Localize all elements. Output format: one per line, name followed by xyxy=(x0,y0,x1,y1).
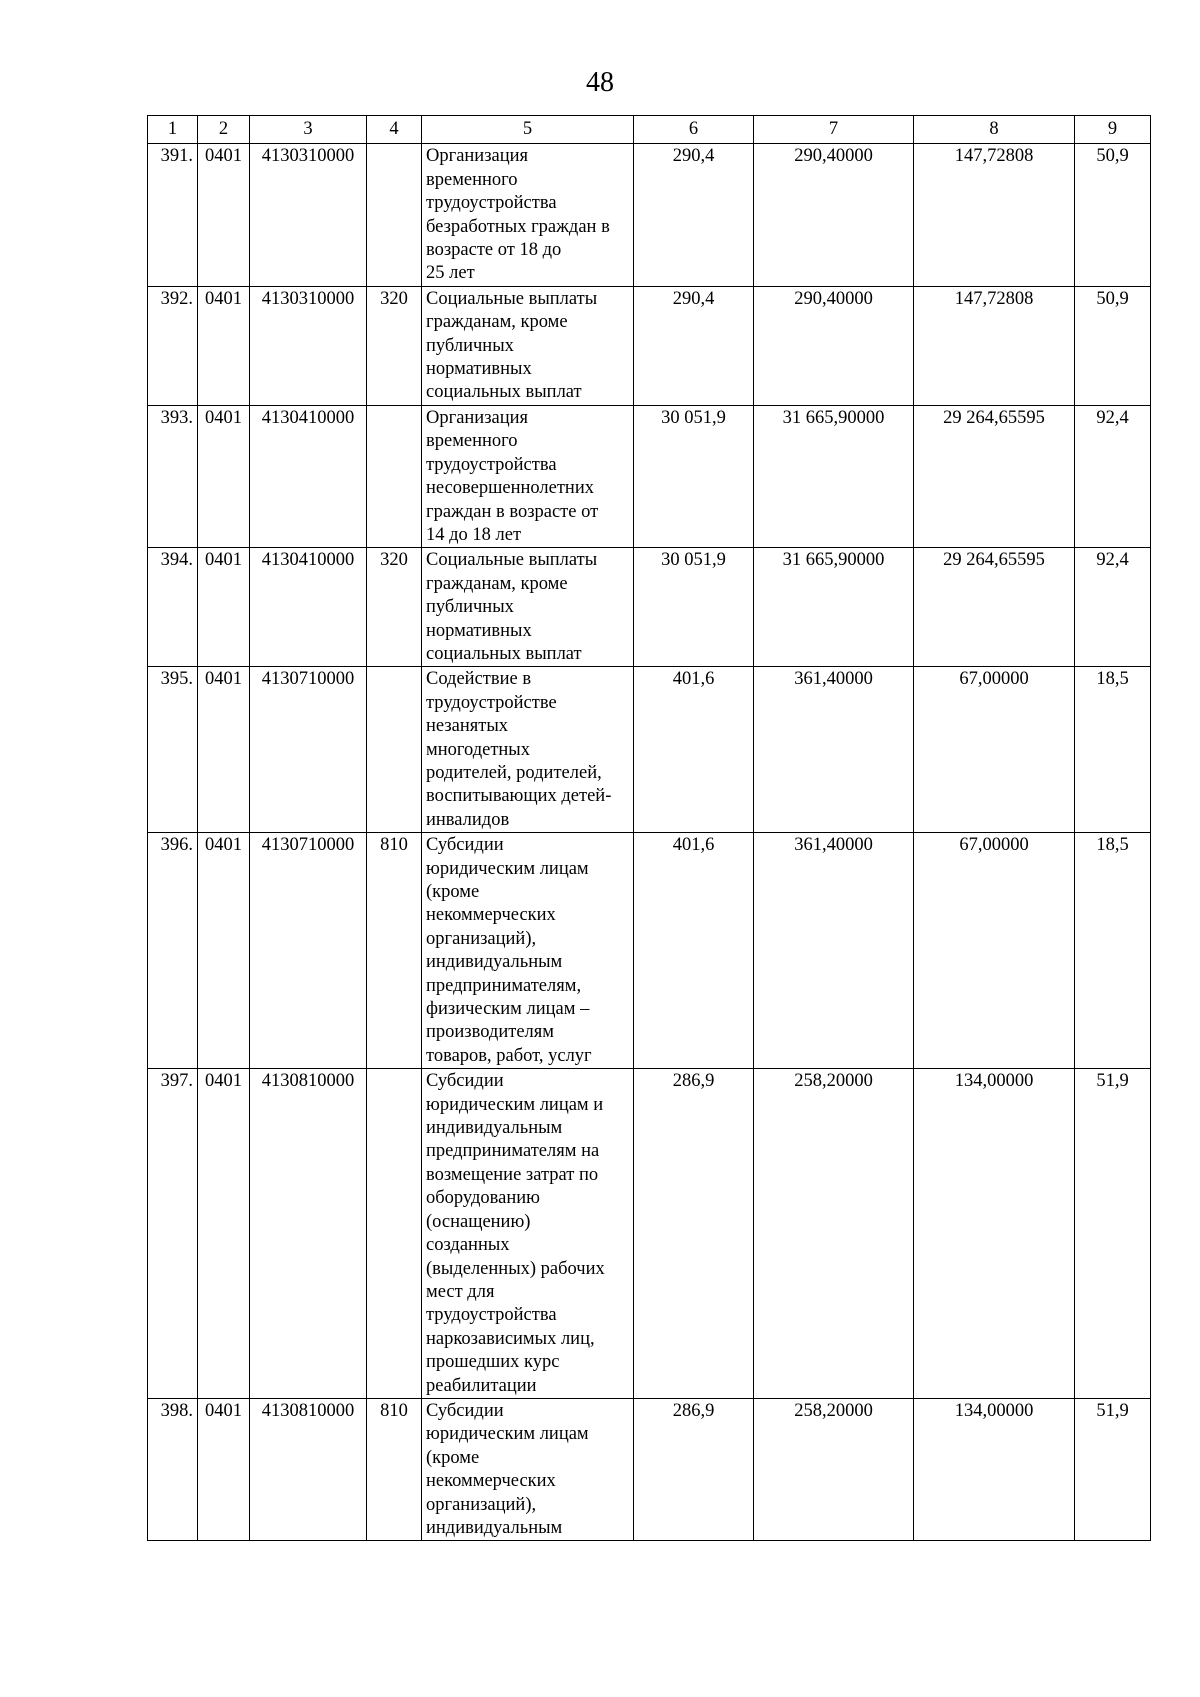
refined-amount: 31 665,90000 xyxy=(754,548,914,667)
item-name-line: производителям xyxy=(426,1022,554,1043)
item-name xyxy=(422,286,634,405)
expense-type-code: 810 xyxy=(367,1398,422,1540)
refined-amount: 361,40000 xyxy=(754,667,914,833)
table-row xyxy=(148,833,1151,1069)
planned-amount: 286,9 xyxy=(634,1398,754,1540)
planned-amount: 286,9 xyxy=(634,1069,754,1399)
planned-amount: 30 051,9 xyxy=(634,548,754,667)
item-name-line: некоммерческих xyxy=(426,905,556,926)
item-name-line: безработных граждан в xyxy=(426,216,610,237)
item-name-line: юридическим лицам и xyxy=(426,1094,604,1115)
item-name-line: трудоустройства xyxy=(426,454,557,475)
row-number: 393. xyxy=(148,405,198,547)
row-number: 395. xyxy=(148,667,198,833)
column-header-2: 2 xyxy=(198,116,250,144)
planned-amount: 401,6 xyxy=(634,833,754,1069)
section-code: 0401 xyxy=(198,1069,250,1399)
item-name-line: воспитывающих детей- xyxy=(426,786,612,807)
column-header-5: 5 xyxy=(422,116,634,144)
table-row xyxy=(148,1069,1151,1399)
execution-percent: 50,9 xyxy=(1075,286,1151,405)
column-header-4: 4 xyxy=(367,116,422,144)
item-name-line: трудоустройства xyxy=(426,1305,557,1326)
item-name xyxy=(422,1069,634,1399)
item-name-line: созданных xyxy=(426,1235,510,1256)
item-name-line: Субсидии xyxy=(426,1071,504,1092)
item-name-line: организаций), xyxy=(426,1494,537,1515)
planned-amount: 290,4 xyxy=(634,286,754,405)
item-name-line: реабилитации xyxy=(426,1375,537,1396)
execution-percent: 50,9 xyxy=(1075,144,1151,286)
row-number: 392. xyxy=(148,286,198,405)
expense-type-code xyxy=(367,667,422,833)
item-name-line: оборудованию xyxy=(426,1188,540,1209)
refined-amount: 290,40000 xyxy=(754,286,914,405)
item-name-line: физическим лицам – xyxy=(426,999,590,1020)
item-name-line: (оснащению) xyxy=(426,1211,531,1232)
table-header xyxy=(148,116,1151,144)
item-name-line: организаций), xyxy=(426,928,537,949)
item-name-line: наркозависимых лиц, xyxy=(426,1328,595,1349)
item-name-line: трудоустройстве xyxy=(426,692,557,713)
item-name-line: гражданам, кроме xyxy=(426,312,568,333)
item-name-line: юридическим лицам xyxy=(426,858,589,879)
column-header-1: 1 xyxy=(148,116,198,144)
item-name-line: трудоустройства xyxy=(426,193,557,214)
section-code: 0401 xyxy=(198,667,250,833)
page-number: 48 xyxy=(586,67,614,98)
item-name-line: 14 до 18 лет xyxy=(426,524,522,545)
target-article-code: 4130310000 xyxy=(250,144,367,286)
item-name-line: многодетных xyxy=(426,739,530,760)
target-article-code: 4130310000 xyxy=(250,286,367,405)
item-name-line: возмещение затрат по xyxy=(426,1164,599,1185)
item-name-line: индивидуальным xyxy=(426,1517,563,1538)
planned-amount: 290,4 xyxy=(634,144,754,286)
item-name-line: индивидуальным xyxy=(426,952,563,973)
item-name-line: инвалидов xyxy=(426,809,510,830)
executed-amount: 134,00000 xyxy=(914,1398,1075,1540)
item-name xyxy=(422,1398,634,1540)
item-name-line: (кроме xyxy=(426,882,480,902)
item-name-line: прошедших курс xyxy=(426,1352,560,1373)
execution-percent: 92,4 xyxy=(1075,405,1151,547)
executed-amount: 29 264,65595 xyxy=(914,548,1075,667)
refined-amount: 31 665,90000 xyxy=(754,405,914,547)
item-name-line: нормативных xyxy=(426,359,532,380)
column-header-3: 3 xyxy=(250,116,367,144)
item-name-line: Субсидии xyxy=(426,835,504,856)
item-name-line: несовершеннолетних xyxy=(426,478,594,499)
refined-amount: 361,40000 xyxy=(754,833,914,1069)
section-code: 0401 xyxy=(198,1398,250,1540)
item-name-line: нормативных xyxy=(426,620,532,641)
table-row xyxy=(148,405,1151,547)
expense-type-code: 320 xyxy=(367,286,422,405)
item-name-line: незанятых xyxy=(426,716,509,737)
item-name-line: временного xyxy=(426,169,518,190)
item-name-line: возрасте от 18 до xyxy=(426,240,562,261)
item-name-line: юридическим лицам xyxy=(426,1424,589,1445)
refined-amount: 258,20000 xyxy=(754,1069,914,1399)
budget-table xyxy=(147,115,1151,1541)
expense-type-code: 320 xyxy=(367,548,422,667)
column-number-row xyxy=(148,116,1151,144)
item-name-line: Социальные выплаты xyxy=(426,550,598,571)
item-name-line: Организация xyxy=(426,146,529,167)
column-header-9: 9 xyxy=(1075,116,1151,144)
item-name xyxy=(422,144,634,286)
executed-amount: 67,00000 xyxy=(914,833,1075,1069)
section-code: 0401 xyxy=(198,405,250,547)
executed-amount: 67,00000 xyxy=(914,667,1075,833)
planned-amount: 401,6 xyxy=(634,667,754,833)
table-row xyxy=(148,548,1151,667)
execution-percent: 51,9 xyxy=(1075,1398,1151,1540)
table-body xyxy=(148,144,1151,1541)
expense-type-code: 810 xyxy=(367,833,422,1069)
target-article-code: 4130810000 xyxy=(250,1398,367,1540)
item-name-line: временного xyxy=(426,431,518,452)
expense-type-code xyxy=(367,144,422,286)
item-name-line: граждан в возрасте от xyxy=(426,501,599,522)
row-number: 398. xyxy=(148,1398,198,1540)
execution-percent: 51,9 xyxy=(1075,1069,1151,1399)
item-name-line: гражданам, кроме xyxy=(426,573,568,594)
target-article-code: 4130410000 xyxy=(250,405,367,547)
column-header-8: 8 xyxy=(914,116,1075,144)
planned-amount: 30 051,9 xyxy=(634,405,754,547)
refined-amount: 258,20000 xyxy=(754,1398,914,1540)
expense-type-code xyxy=(367,405,422,547)
item-name-line: Организация xyxy=(426,407,529,428)
row-number: 397. xyxy=(148,1069,198,1399)
item-name-line: индивидуальным xyxy=(426,1118,563,1139)
item-name-line: (выделенных) рабочих xyxy=(426,1258,605,1279)
item-name-line: предпринимателям на xyxy=(426,1141,600,1162)
table-row xyxy=(148,144,1151,286)
table-row xyxy=(148,667,1151,833)
executed-amount: 29 264,65595 xyxy=(914,405,1075,547)
item-name-line: мест для xyxy=(426,1281,495,1302)
target-article-code: 4130710000 xyxy=(250,833,367,1069)
table-row xyxy=(148,286,1151,405)
refined-amount: 290,40000 xyxy=(754,144,914,286)
execution-percent: 18,5 xyxy=(1075,833,1151,1069)
executed-amount: 134,00000 xyxy=(914,1069,1075,1399)
section-code: 0401 xyxy=(198,833,250,1069)
item-name-line: товаров, работ, услуг xyxy=(426,1045,592,1066)
item-name-line: Социальные выплаты xyxy=(426,288,598,309)
row-number: 391. xyxy=(148,144,198,286)
target-article-code: 4130410000 xyxy=(250,548,367,667)
execution-percent: 92,4 xyxy=(1075,548,1151,667)
row-number: 394. xyxy=(148,548,198,667)
item-name-line: Содействие в xyxy=(426,669,532,690)
item-name xyxy=(422,548,634,667)
item-name-line: публичных xyxy=(426,597,514,618)
executed-amount: 147,72808 xyxy=(914,286,1075,405)
item-name-line: Субсидии xyxy=(426,1400,504,1421)
item-name xyxy=(422,833,634,1069)
item-name-line: родителей, родителей, xyxy=(426,762,602,783)
row-number: 396. xyxy=(148,833,198,1069)
target-article-code: 4130810000 xyxy=(250,1069,367,1399)
section-code: 0401 xyxy=(198,144,250,286)
section-code: 0401 xyxy=(198,548,250,667)
column-header-6: 6 xyxy=(634,116,754,144)
target-article-code: 4130710000 xyxy=(250,667,367,833)
item-name xyxy=(422,667,634,833)
item-name-line: социальных выплат xyxy=(426,643,582,664)
executed-amount: 147,72808 xyxy=(914,144,1075,286)
item-name-line: предпринимателям, xyxy=(426,975,582,996)
section-code: 0401 xyxy=(198,286,250,405)
execution-percent: 18,5 xyxy=(1075,667,1151,833)
item-name-line: социальных выплат xyxy=(426,382,582,403)
item-name-line: 25 лет xyxy=(426,263,475,284)
column-header-7: 7 xyxy=(754,116,914,144)
table-row xyxy=(148,1398,1151,1540)
item-name-line: публичных xyxy=(426,335,514,356)
item-name xyxy=(422,405,634,547)
expense-type-code xyxy=(367,1069,422,1399)
item-name-line: (кроме xyxy=(426,1447,480,1468)
item-name-line: некоммерческих xyxy=(426,1471,556,1492)
